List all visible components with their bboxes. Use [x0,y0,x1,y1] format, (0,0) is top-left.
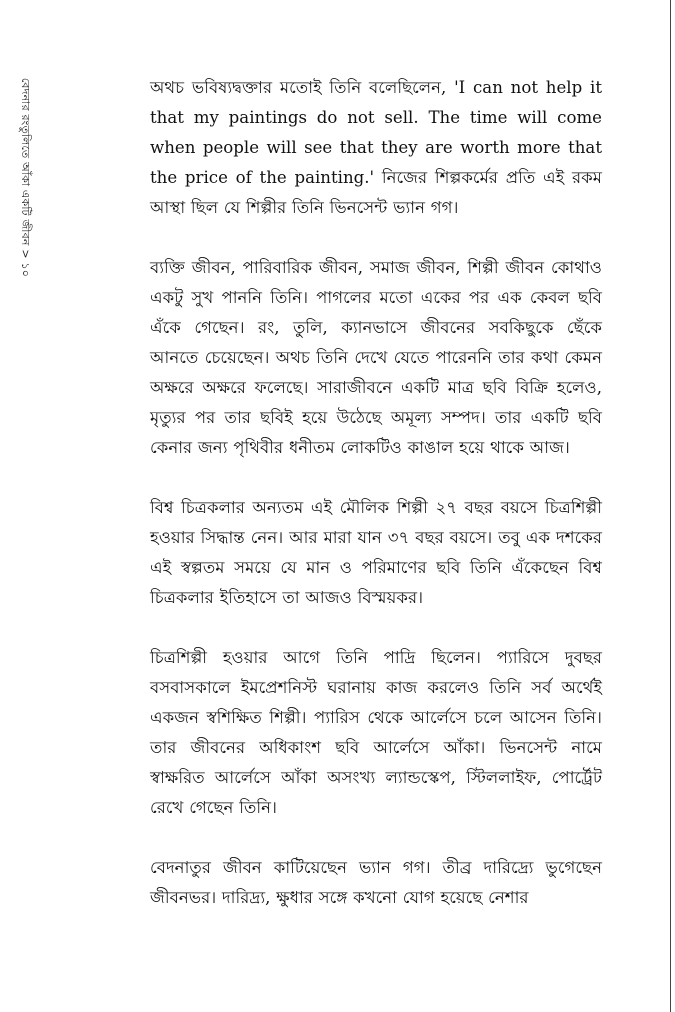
paragraph-4: চিত্রশিল্পী হওয়ার আগে তিনি পাদ্রি ছিলেন। প্যারিসে দুবছর বসবাসকালে ইমপ্রেশনিস্ট ঘরানায় কাজ করলেও তিনি সর্ব অর্থেই একজন স্বশিক্ষিত শিল্পী। প্যারিস থেকে আর্লেসে চলে আসেন তিনি। তার জীবনের অধিকাংশ ছবি আর্লেসে আঁকা। ভিনসেন্ট নামে স্বাক্ষরিত আর্লেসে আঁকা অসংখ্য ল্যান্ডস্কেপ, স্টিললাইফ, পোর্ট্রেট রেখে গেছেন তিনি। [150,648,602,817]
page-body [150,73,602,943]
paragraph-1: অথচ ভবিষ্যদ্বক্তার মতোই তিনি বলেছিলেন, 'I can not help it that my paintings do not sell. The time will come when people will see that they are worth more that the price of the painting.' নিজের শিল্পকর্মের প্রতি এই রকম আস্থা ছিল যে শিল্পীর তিনি ভিনসেন্ট ভ্যান গগ। [150,78,602,217]
paragraph-5: বেদনাতুর জীবন কাটিয়েছেন ভ্যান গগ। তীব্র দারিদ্র্যে ভুগেছেন জীবনভর। দারিদ্র্য, ক্ষুধার সঙ্গে কখনো যোগ হয়েছে নেশার [150,858,602,907]
running-head [10,72,40,282]
running-head-text: বেদনার রংতুলিতে আঁকা একটি জীবন > ১০ [19,77,33,277]
page-edge-line [670,0,671,1012]
paragraph-2: ব্যক্তি জীবন, পারিবারিক জীবন, সমাজ জীবন, শিল্পী জীবন কোথাও একটু সুখ পাননি তিনি। পাগলের মতো একের পর এক কেবল ছবি এঁকে গেছেন। রং, তুলি, ক্যানভাসে জীবনের সবকিছুকে ছেঁকে আনতে চেয়েছেন। অথচ তিনি দেখে যেতে পারেননি তার কথা কেমন অক্ষরে অক্ষরে ফলেছে। সারাজীবনে একটি মাত্র ছবি বিক্রি হলেও, মৃত্যুর পর তার ছবিই হয়ে উঠেছে অমূল্য সম্পদ। তার একটি ছবি কেনার জন্য পৃথিবীর ধনীতম লোকটিও কাঙাল হয়ে থাকে আজ। [150,258,602,457]
paragraph-3: বিশ্ব চিত্রকলার অন্যতম এই মৌলিক শিল্পী ২৭ বছর বয়সে চিত্রশিল্পী হওয়ার সিদ্ধান্ত নেন। আর মারা যান ৩৭ বছর বয়সে। তবু এক দশকের এই স্বল্পতম সময়ে যে মান ও পরিমাণের ছবি তিনি এঁকেছেন বিশ্ব চিত্রকলার ইতিহাসে তা আজও বিস্ময়কর। [150,498,602,607]
